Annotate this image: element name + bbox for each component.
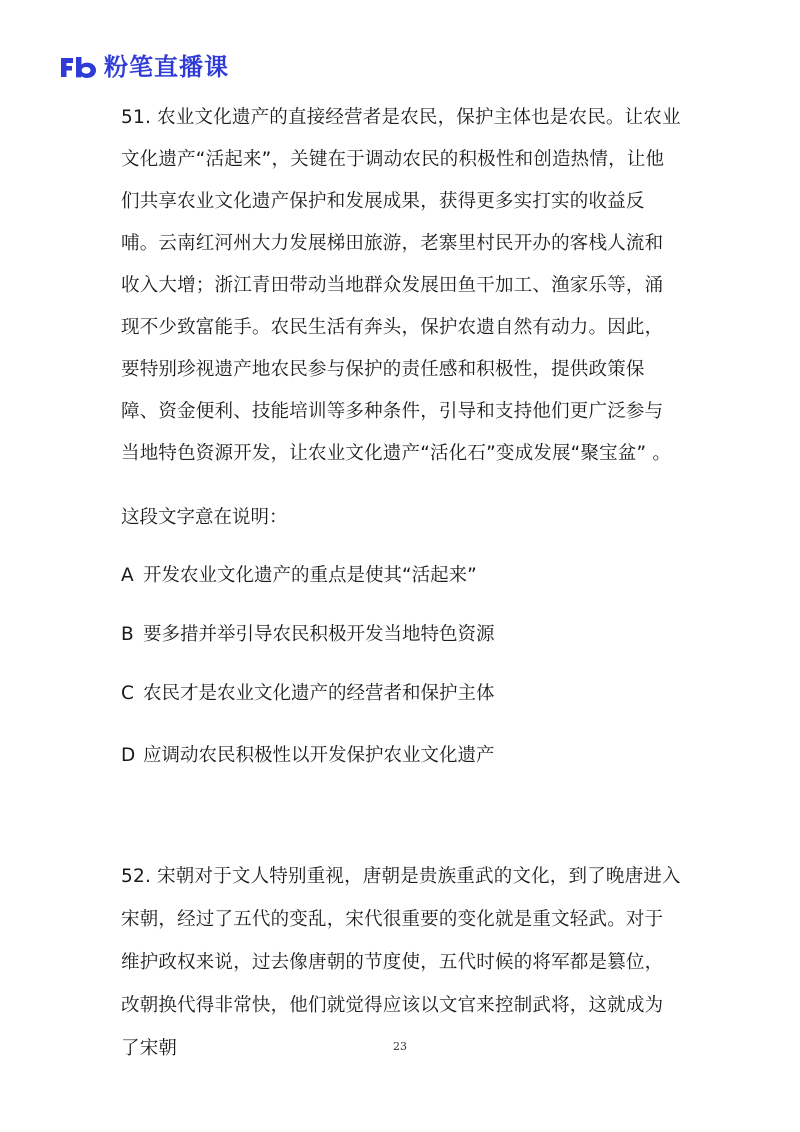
fb-logo-icon: [58, 54, 100, 80]
question-51-passage: 51. 农业文化遗产的直接经营者是农民，保护主体也是农民。让农业文化遗产“活起来”，关键在于调动农民的积极性和创造热情，让他们共享农业文化遗产保护和发展成果，获得更多实打实的收益反哺。云南红河州大力发展梯田旅游，老寨里村民开办的客栈人流和收入大增；浙江青田带动当地群众发展田鱼干加工、渔家乐等，涌现不少致富能手。农民生活有奔头，保护农遗自然有动力。因此，要特别珍视遗产地农民参与保护的责任感和积极性，提供政策保障、资金便利、技能培训等多种条件，引导和支持他们更广泛参与当地特色资源开发，让农业文化遗产“活化石”变成发展“聚宝盆” 。: [121, 107, 681, 464]
option-a[interactable]: [121, 558, 477, 594]
option-text: 开发农业文化遗产的重点是使其“活起来”: [143, 565, 477, 586]
option-letter: C: [121, 683, 134, 704]
option-text: 要多措并举引导农民积极开发当地特色资源: [143, 624, 495, 645]
option-b[interactable]: [121, 617, 495, 653]
option-letter: D: [121, 745, 136, 766]
question-52-passage: 52. 宋朝对于文人特别重视，唐朝是贵族重武的文化，到了晚唐进入宋朝，经过了五代的变乱，宋代很重要的变化就是重文轻武。对于维护政权来说，过去像唐朝的节度使，五代时候的将军都是篡位，改朝换代得非常快，他们就觉得应该以文官来控制武将，这就成为了宋朝: [121, 866, 681, 1059]
option-text: 应调动农民积极性以开发保护农业文化遗产: [143, 745, 495, 766]
brand-logo: [58, 52, 229, 82]
option-text: 农民才是农业文化遗产的经营者和保护主体: [143, 683, 495, 704]
question-51-stem: 这段文字意在说明：: [121, 507, 288, 528]
brand-name: 粉笔直播课: [104, 53, 229, 81]
option-letter: A: [121, 565, 134, 586]
option-d[interactable]: [121, 738, 495, 774]
option-letter: B: [121, 624, 134, 645]
page-number: 23: [393, 1040, 407, 1053]
option-c[interactable]: [121, 676, 495, 712]
